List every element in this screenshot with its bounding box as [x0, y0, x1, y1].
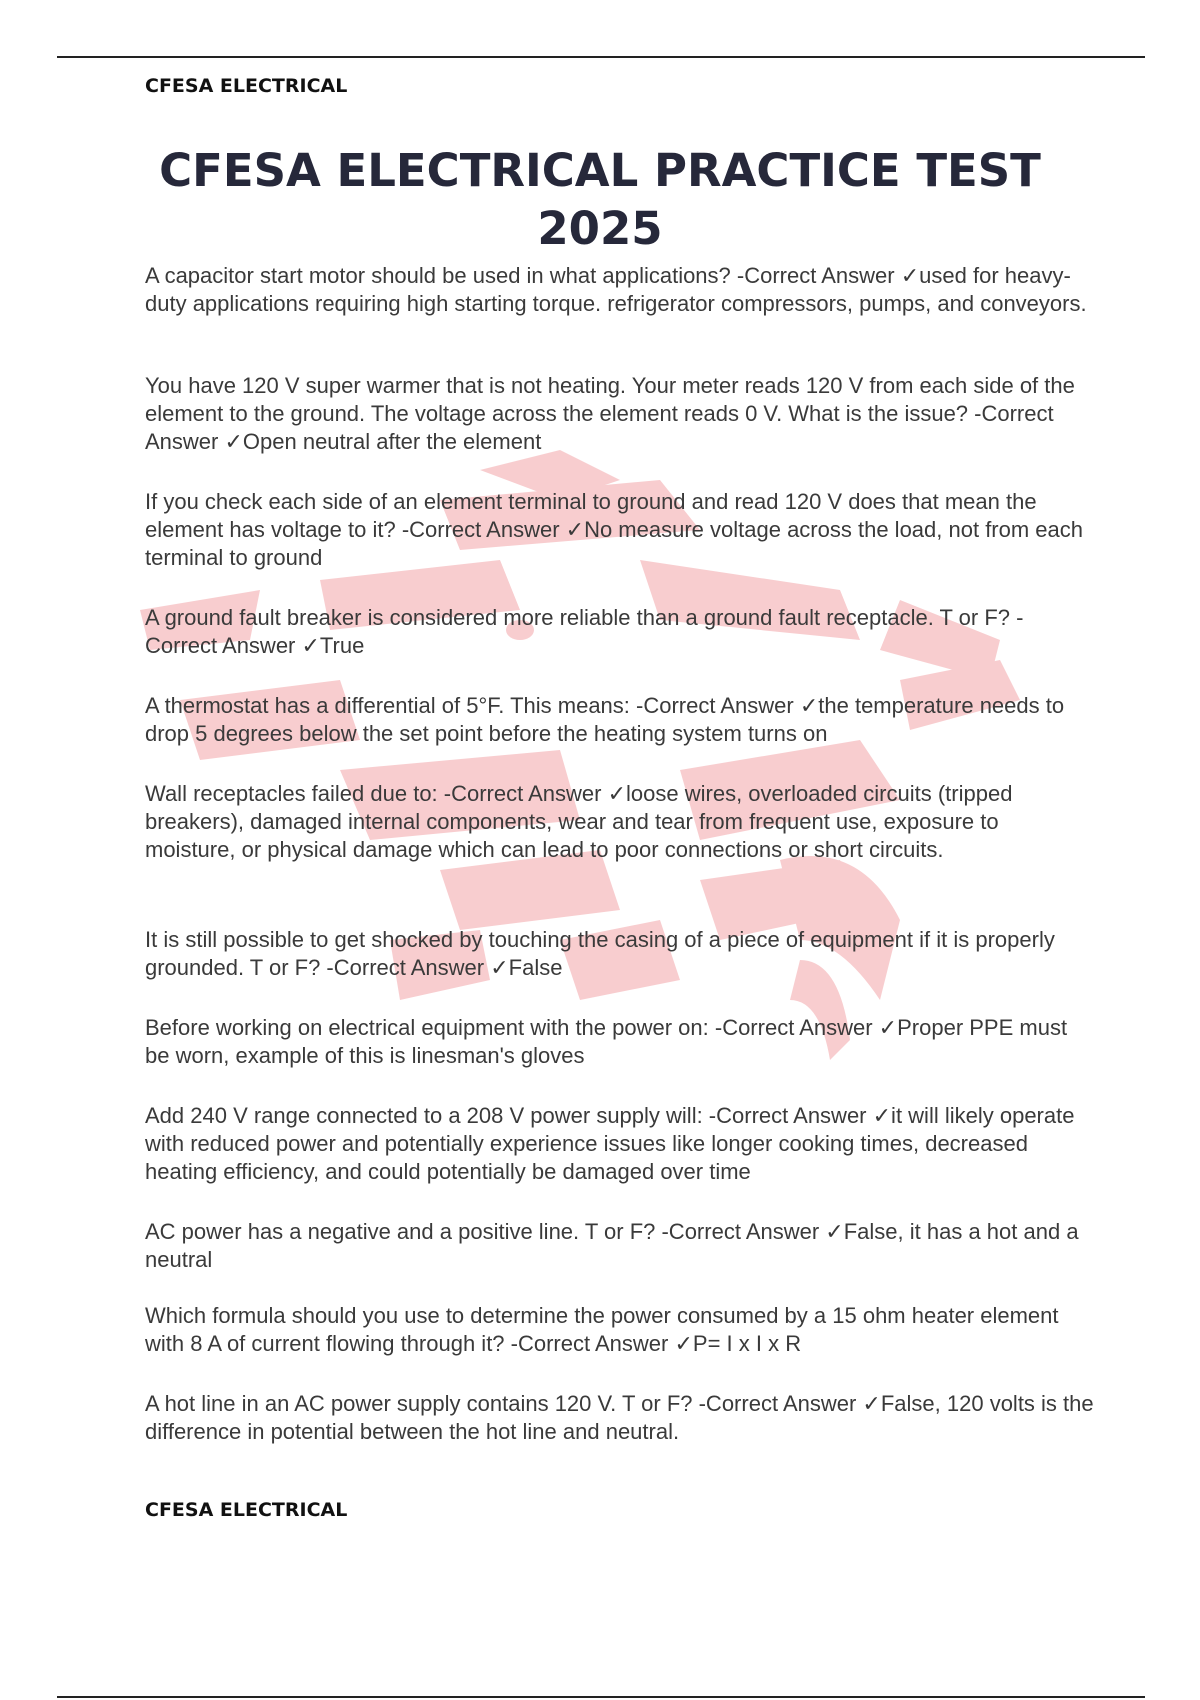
qa-item-9: Add 240 V range connected to a 208 V power supply will: -Correct Answer ✓it will likely operate with reduced power and potentially experience issues like longer cooking times, decreased heating efficiency, and could potentially be damaged over time: [145, 1103, 1075, 1184]
qa-item-7: It is still possible to get shocked by touching the casing of a piece of equipment if it is properly grounded. T or F? -Correct Answer ✓False: [145, 927, 1055, 980]
qa-item-4: A ground fault breaker is considered more reliable than a ground fault receptacle. T or F? -Correct Answer ✓True: [145, 605, 1024, 658]
header-label: CFESA ELECTRICAL: [145, 75, 348, 97]
qa-item-12: A hot line in an AC power supply contains 120 V. T or F? -Correct Answer ✓False, 120 volts is the difference in potential between the hot line and neutral.: [145, 1391, 1094, 1444]
qa-item-2: You have 120 V super warmer that is not heating. Your meter reads 120 V from each side of the element to the ground. The voltage across the element reads 0 V. What is the issue? -Correct Answer ✓Open neutral after the element: [145, 373, 1075, 454]
qa-item-5: A thermostat has a differential of 5°F. This means: -Correct Answer ✓the temperature needs to drop 5 degrees below the set point before the heating system turns on: [145, 693, 1065, 746]
qa-item-1: A capacitor start motor should be used in what applications? -Correct Answer ✓used for heavy-duty applications requiring high starting torque. refrigerator compressors, pumps, and conveyors.: [145, 263, 1087, 316]
qa-item-3: If you check each side of an element terminal to ground and read 120 V does that mean the element has voltage to it? -Correct Answer ✓No measure voltage across the load, not from each terminal to ground: [145, 489, 1084, 570]
header-rule: [57, 56, 1145, 58]
qa-item-10: AC power has a negative and a positive line. T or F? -Correct Answer ✓False, it has a hot and a neutral: [145, 1219, 1079, 1272]
qa-item-11: Which formula should you use to determine the power consumed by a 15 ohm heater element with 8 A of current flowing through it? -Correct Answer ✓P= I x I x R: [145, 1303, 1059, 1356]
qa-item-6: Wall receptacles failed due to: -Correct Answer ✓loose wires, overloaded circuits (tripped breakers), damaged internal components, wear and tear from frequent use, exposure to moisture, or physical damage which can lead to poor connections or short circuits.: [145, 781, 1013, 862]
footer-rule: [57, 1696, 1145, 1698]
qa-item-8: Before working on electrical equipment with the power on: -Correct Answer ✓Proper PPE must be worn, example of this is linesman's gloves: [145, 1015, 1068, 1068]
footer-label: CFESA ELECTRICAL: [145, 1499, 348, 1521]
document-title: CFESA ELECTRICAL PRACTICE TEST 2025: [159, 144, 1041, 255]
